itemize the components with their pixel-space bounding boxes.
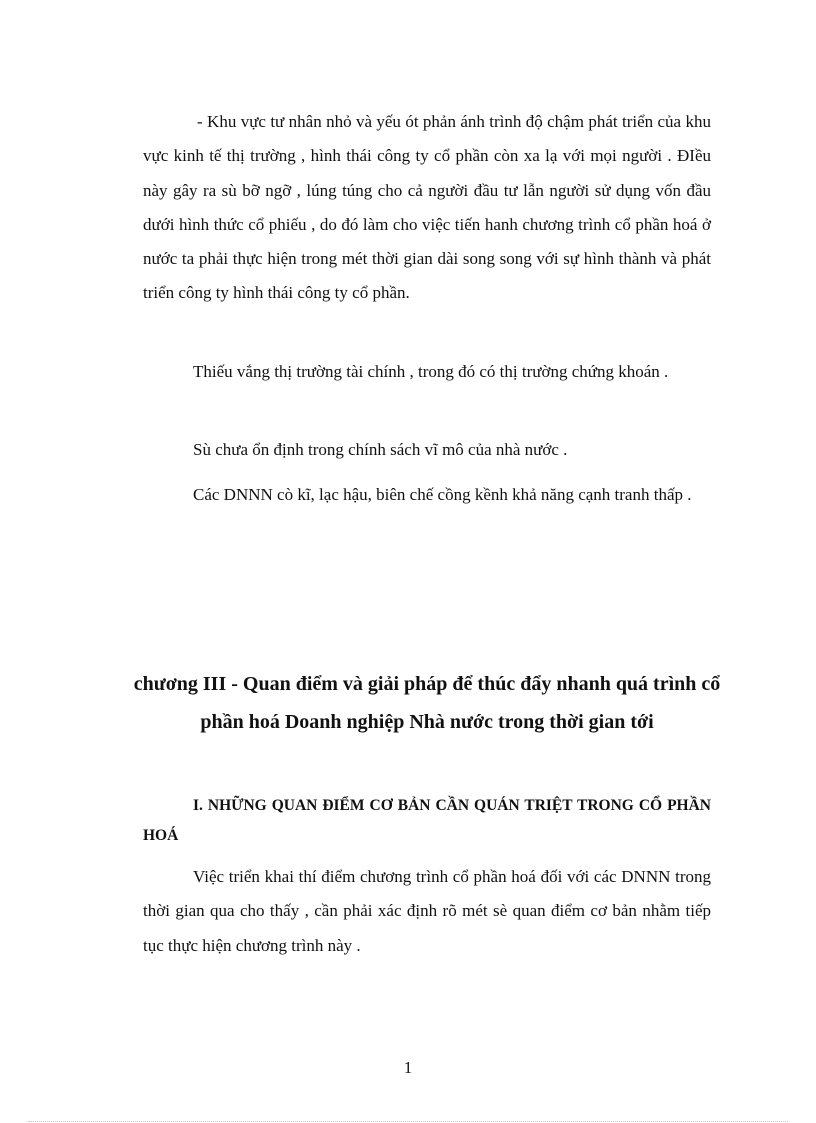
paragraph-financial-market: Thiếu vắng thị trường tài chính , trong đó có thị trường chứng khoán . bbox=[193, 362, 669, 381]
paragraph-pilot-program: Việc triển khai thí điểm chương trình cổ phần hoá đối với các DNNN trong thời gian qua cho thấy , cần phải xác định rõ mét sè quan điểm cơ bản nhằm tiếp tục thực hiện chương trình này . bbox=[143, 867, 711, 955]
chapter-title: chương III - Quan điểm và giải pháp để thúc đẩy nhanh quá trình cổ phần hoá Doanh nghiệp Nhà nước trong thời gian tới bbox=[133, 673, 721, 733]
section-heading: I. NHỮNG QUAN ĐIỂM CƠ BẢN CẦN QUÁN TRIỆT TRONG CỔ PHẦN HOÁ bbox=[143, 797, 711, 844]
page-bottom-divider bbox=[28, 1121, 788, 1122]
paragraph-private-sector: - Khu vực tư nhân nhỏ và yếu ót phản ánh trình độ chậm phát triển của khu vực kinh tế thị trường , hình thái công ty cổ phần còn xa lạ với mọi người . ĐIều này gây ra sù bỡ ngỡ , lúng túng cho cả người đầu tư lẫn người sử dụng vốn đầu dưới hình thức cổ phiếu , do đó làm cho việc tiến hanh chương trình cổ phần hoá ở nước ta phải thực hiện trong mét thời gian dài song song với sự hình thành và phát triển công ty hình thái công ty cổ phần. bbox=[143, 112, 711, 303]
paragraph-macro-policy: Sù chưa ổn định trong chính sách vĩ mô của nhà nước . bbox=[193, 440, 568, 459]
page-number: 1 bbox=[403, 1058, 413, 1077]
paragraph-soe-outdated: Các DNNN cò kĩ, lạc hậu, biên chế cồng kềnh khả năng cạnh tranh thấp . bbox=[193, 485, 692, 504]
